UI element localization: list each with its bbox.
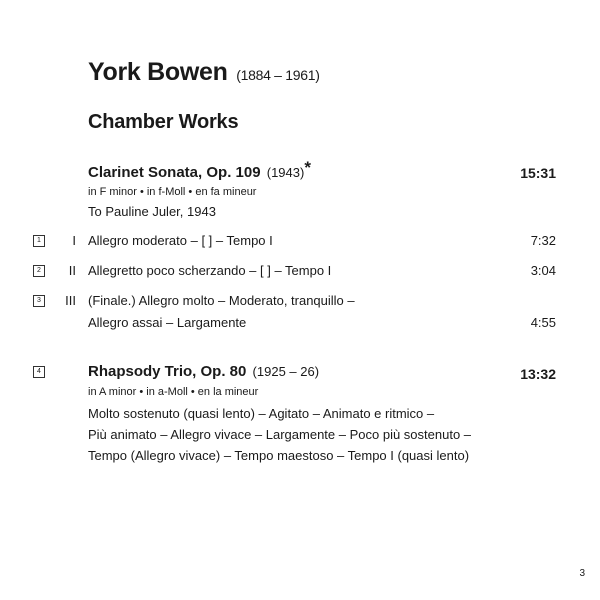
work-year: (1925 – 26) bbox=[252, 364, 320, 379]
track-number-box: 1 bbox=[33, 235, 45, 247]
movement-numeral: II bbox=[68, 263, 76, 278]
work-duration: 15:31 bbox=[520, 165, 556, 181]
work-keys: in A minor • in a-Moll • en la mineur bbox=[88, 386, 259, 398]
movement-title: Allegro moderato – [ ] – Tempo I bbox=[88, 233, 273, 248]
composer-heading bbox=[88, 58, 320, 87]
movement-duration: 3:04 bbox=[530, 263, 556, 278]
track-number-box: 2 bbox=[33, 265, 45, 277]
track-number-box: 4 bbox=[33, 366, 45, 378]
work-title-rhapsody-trio bbox=[88, 363, 319, 380]
composer-name: York Bowen bbox=[88, 58, 228, 86]
work-description-line: Più animato – Allegro vivace – Largamente – Poco più sostenuto – bbox=[88, 427, 472, 442]
movement-title-line: (Finale.) Allegro molto – Moderato, tranquillo – bbox=[88, 293, 355, 308]
track-number-box: 3 bbox=[33, 295, 45, 307]
work-title-text: Rhapsody Trio, Op. 80 bbox=[88, 363, 247, 380]
album-subtitle: Chamber Works bbox=[88, 111, 239, 133]
movement-numeral: I bbox=[72, 233, 76, 248]
movement-title: Allegretto poco scherzando – [ ] – Tempo I bbox=[88, 263, 332, 278]
work-description-line: Tempo (Allegro vivace) – Tempo maestoso – Tempo I (quasi lento) bbox=[88, 448, 470, 463]
work-dedication: To Pauline Juler, 1943 bbox=[88, 204, 216, 219]
work-year: (1943) bbox=[266, 165, 305, 180]
work-title-clarinet-sonata bbox=[88, 158, 311, 182]
movement-title-line: Allegro assai – Largamente bbox=[88, 315, 247, 330]
movement-duration: 7:32 bbox=[530, 233, 556, 248]
work-duration: 13:32 bbox=[520, 366, 556, 382]
work-title-text: Clarinet Sonata, Op. 109 bbox=[88, 164, 261, 181]
page-number: 3 bbox=[579, 568, 585, 579]
movement-duration: 4:55 bbox=[530, 315, 556, 330]
movement-numeral: III bbox=[65, 293, 76, 308]
work-keys: in F minor • in f-Moll • en fa mineur bbox=[88, 186, 257, 198]
composer-dates: (1884 – 1961) bbox=[236, 67, 320, 83]
footnote-marker: * bbox=[304, 158, 311, 177]
work-description-line: Molto sostenuto (quasi lento) – Agitato – Animato e ritmico – bbox=[88, 406, 435, 421]
